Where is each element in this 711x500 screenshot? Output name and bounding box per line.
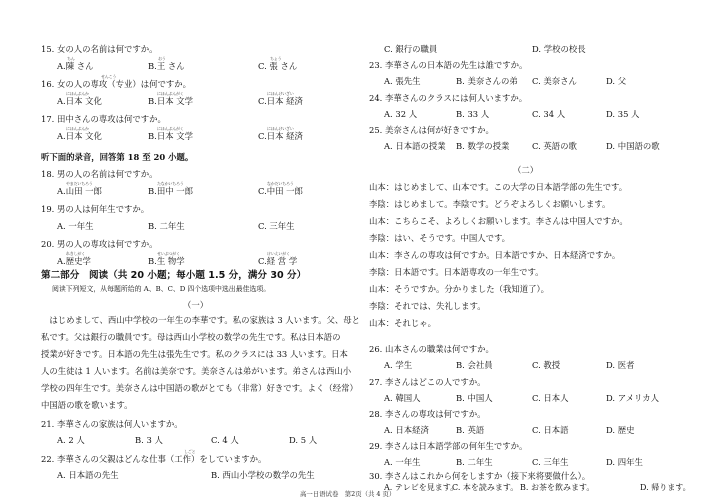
q22-option-a[interactable]: A. 日本語の先生 [57, 470, 119, 480]
q19-option-b[interactable]: B. 二年生 [148, 221, 185, 231]
dialogue-line: 山本：李さんの専攻は何ですか。日本語ですか、日本経済ですか。 [369, 250, 621, 260]
q17-b-ruby: にほんぶんがく [157, 126, 184, 131]
q30-option-a[interactable]: A. テレビを見ます。 [384, 483, 459, 492]
q27-stem: 27. 李さんはどこの人ですか。 [369, 377, 486, 387]
q21-option-b[interactable]: B. 3 人 [135, 435, 163, 445]
q15-c-ruby: ちょう [270, 56, 282, 61]
q17-a-text: A.日本 文化 [57, 131, 102, 141]
q20-option-c[interactable] [258, 251, 298, 266]
q16-a-ruby: にほんぶんか [66, 91, 89, 96]
q29-option-d[interactable]: D. 四年生 [606, 457, 643, 467]
q27-option-c[interactable]: C. 日本人 [532, 393, 569, 403]
q18-b-ruby: たなかいちろう [157, 181, 184, 186]
q20-a-text: A.歴史学 [57, 256, 91, 266]
q30-stem: 30. 李さんはこれから何をしますか（接下来将要做什么）。 [369, 471, 591, 481]
q20-b-text: B.生 物学 [148, 256, 185, 266]
passage1-line: 私です。父は銀行の職員です。母は西山小学校の数学の先生です。私は日本語の [41, 332, 341, 342]
part2-title: 第二部分 阅读（共 20 小题；每小题 1.5 分，满分 30 分） [41, 270, 307, 281]
q23-stem: 23. 李華さんの日本語の先生は誰ですか。 [369, 60, 528, 70]
q26-stem: 26. 山本さんの職業は何ですか。 [369, 344, 494, 354]
q16-option-a[interactable] [57, 91, 102, 106]
q15-a-text: A.陳 さん [57, 61, 94, 71]
dialogue-line: 李陰：それでは、失礼します。 [369, 301, 486, 311]
q18-a-text: A.山田 一郎 [57, 186, 102, 196]
q22-option-b[interactable]: B. 西山小学校の数学の先生 [211, 470, 315, 480]
q21-option-c[interactable]: C. 4 人 [211, 435, 239, 445]
q17-option-b[interactable] [148, 126, 193, 141]
q18-option-c[interactable] [258, 181, 303, 196]
q16-a-text: A.日本 文化 [57, 96, 102, 106]
q17-c-text: C.日本 経済 [258, 131, 303, 141]
q20-option-b[interactable] [148, 251, 185, 266]
q26-option-b[interactable]: B. 会社員 [456, 360, 493, 370]
q25-stem: 25. 美奈さんは何が好きですか。 [369, 125, 494, 135]
q29-option-b[interactable]: B. 二年生 [456, 457, 493, 467]
listening-header: 听下面的录音，回答第 18 至 20 小题。 [41, 152, 194, 162]
passage1-line: 授業が好きです。日本語の先生は張先生です。私のクラスには 33 人います。日本 [41, 349, 348, 359]
dialogue-line: 李陰：はい、そうです。中国人です。 [369, 233, 511, 243]
passage1-label: （一） [183, 300, 209, 310]
q16-c-text: C.日本 経済 [258, 96, 303, 106]
q16-stem [41, 74, 191, 89]
q22-stem-ruby: しごと [184, 449, 196, 454]
dialogue-line: 山本：そうですか。分かりました（我知道了）。 [369, 284, 550, 294]
dialogue-line: 李陰：日本語です。日本語専攻の一年生です。 [369, 267, 544, 277]
q16-b-ruby: にほんぶんがく [157, 91, 184, 96]
q23-option-a[interactable]: A. 張先生 [384, 76, 421, 86]
q17-b-text: B.日本 文学 [148, 131, 193, 141]
q20-c-ruby: けいえいがく [267, 251, 290, 256]
q22-option-c[interactable]: C. 銀行の職員 [384, 44, 438, 54]
q25-option-c[interactable]: C. 英語の歌 [532, 141, 577, 151]
q16-c-ruby: にほんけいざい [267, 91, 294, 96]
q17-c-ruby: にほんけいざい [267, 126, 294, 131]
q23-option-d[interactable]: D. 父 [606, 76, 627, 86]
q15-a-ruby: ちん [67, 56, 75, 61]
q26-option-a[interactable]: A. 学生 [384, 360, 413, 370]
q29-stem: 29. 李さんは日本語学部の何年生ですか。 [369, 441, 528, 451]
q16-stem-text: 16. 女の人の専攻（专业）は何ですか。 [41, 79, 191, 89]
q16-stem-ruby: せんこう [101, 74, 117, 79]
q24-option-d[interactable]: D. 35 人 [606, 109, 640, 119]
q22-option-d[interactable]: D. 学校の校長 [532, 44, 586, 54]
q30-option-d[interactable]: D. 帰ります。 [640, 483, 691, 492]
q28-option-d[interactable]: D. 歴史 [606, 425, 635, 435]
q17-option-a[interactable] [57, 126, 102, 141]
q24-option-c[interactable]: C. 34 人 [532, 109, 566, 119]
q18-stem: 18. 男の人の名前は何ですか。 [41, 169, 158, 179]
q16-option-c[interactable] [258, 91, 303, 106]
q28-option-a[interactable]: A. 日本経済 [384, 425, 429, 435]
q24-option-a[interactable]: A. 32 人 [384, 109, 418, 119]
passage1-line: 学校の四年生です。美奈さんは中国語の歌がとても（非常）好きです。よく（经常） [41, 383, 358, 393]
q23-option-c[interactable]: C. 美奈さん [532, 76, 577, 86]
q22-stem [41, 449, 267, 464]
q25-option-d[interactable]: D. 中国語の歌 [606, 141, 660, 151]
q19-option-c[interactable]: C. 三年生 [258, 221, 295, 231]
passage1-line: はじめまして、西山中学校の一年生の李華です。私の家族は 3 人います。父、母と [41, 315, 361, 325]
q24-stem: 24. 李華さんのクラスには何人いますか。 [369, 93, 528, 103]
q20-b-ruby: せいぶつがく [157, 251, 180, 256]
q25-option-b[interactable]: B. 数学の授業 [456, 141, 510, 151]
q27-option-a[interactable]: A. 韓国人 [384, 393, 421, 403]
q15-stem: 15. 女の人の名前は何ですか。 [41, 44, 158, 54]
q15-option-c[interactable] [258, 56, 298, 71]
q19-option-a[interactable]: A. 一年生 [57, 221, 94, 231]
passage1-line: 人の生徒は 1 人います。名前は美奈です。美奈さんは弟がいます。弟さんは西山小 [41, 366, 352, 376]
dialogue-line: 山本：こちらこそ、よろしくお願いします。李さんは中国人ですか。 [369, 216, 628, 226]
q22-stem-text: 22. 李華さんの父親はどんな仕事（工作）をしていますか。 [41, 454, 267, 464]
q21-stem: 21. 李華さんの家族は何人いますか。 [41, 419, 183, 429]
q27-option-b[interactable]: B. 中国人 [456, 393, 493, 403]
q25-option-a[interactable]: A. 日本語の授業 [384, 141, 446, 151]
dialogue-line: 山本：はじめまして、山本です。この大学の日本語学部の先生です。 [369, 182, 628, 192]
q20-stem: 20. 男の人の専攻は何ですか。 [41, 239, 158, 249]
q30-option-b[interactable]: B. お茶を飲みます。 [520, 483, 595, 492]
q18-c-text: C.中田 一郎 [258, 186, 303, 196]
q19-stem: 19. 男の人は何年生ですか。 [41, 204, 150, 214]
part2-instructions: 阅读下列短文，从每题所给的 A、B、C、D 四个选项中选出最佳选项。 [52, 285, 271, 293]
q24-option-b[interactable]: B. 33 人 [456, 109, 490, 119]
q29-option-c[interactable]: C. 三年生 [532, 457, 569, 467]
q28-option-b[interactable]: B. 英語 [456, 425, 485, 435]
q18-option-b[interactable] [148, 181, 193, 196]
q26-option-d[interactable]: D. 医者 [606, 360, 635, 370]
q30-option-c[interactable]: C. 本を読みます。 [452, 483, 519, 492]
q17-option-c[interactable] [258, 126, 303, 141]
q20-option-a[interactable] [57, 251, 91, 266]
q28-stem: 28. 李さんの専攻は何ですか。 [369, 409, 486, 419]
q17-a-ruby: にほんぶんか [66, 126, 89, 131]
q15-b-ruby: おう [158, 56, 166, 61]
q16-b-text: B.日本 文学 [148, 96, 193, 106]
q16-option-b[interactable] [148, 91, 193, 106]
dialogue-line: 李陰：はじめまして。李陰です。どうぞよろしくお願いします。 [369, 199, 611, 209]
q29-option-a[interactable]: A. 一年生 [384, 457, 421, 467]
q18-a-ruby: やまだいちろう [66, 181, 93, 186]
q20-c-text: C.経 営 学 [258, 256, 298, 266]
page-footer: 高一日语试卷 第2页（共 4 页） [300, 490, 396, 498]
q18-option-a[interactable] [57, 181, 102, 196]
q15-option-a[interactable] [57, 56, 94, 71]
passage2-label: （二） [513, 165, 539, 175]
dialogue-line: 山本：それじゃ。 [369, 318, 436, 328]
q15-b-text: B.王 さん [148, 61, 185, 71]
q15-option-b[interactable] [148, 56, 185, 71]
q21-option-a[interactable]: A. 2 人 [57, 435, 85, 445]
q18-c-ruby: なかだいちろう [267, 181, 294, 186]
q18-b-text: B.田中 一郎 [148, 186, 193, 196]
q27-option-d[interactable]: D. アメリカ人 [606, 393, 660, 403]
passage1-line: 中国語の歌を歌います。 [41, 400, 133, 410]
q21-option-d[interactable]: D. 5 人 [289, 435, 318, 445]
q20-a-ruby: れきしがく [66, 251, 85, 256]
q28-option-c[interactable]: C. 日本語 [532, 425, 569, 435]
q15-c-text: C. 張 さん [258, 61, 298, 71]
q26-option-c[interactable]: C. 教授 [532, 360, 561, 370]
q17-stem: 17. 田中さんの専攻は何ですか。 [41, 114, 166, 124]
q23-option-b[interactable]: B. 美奈さんの弟 [456, 76, 518, 86]
